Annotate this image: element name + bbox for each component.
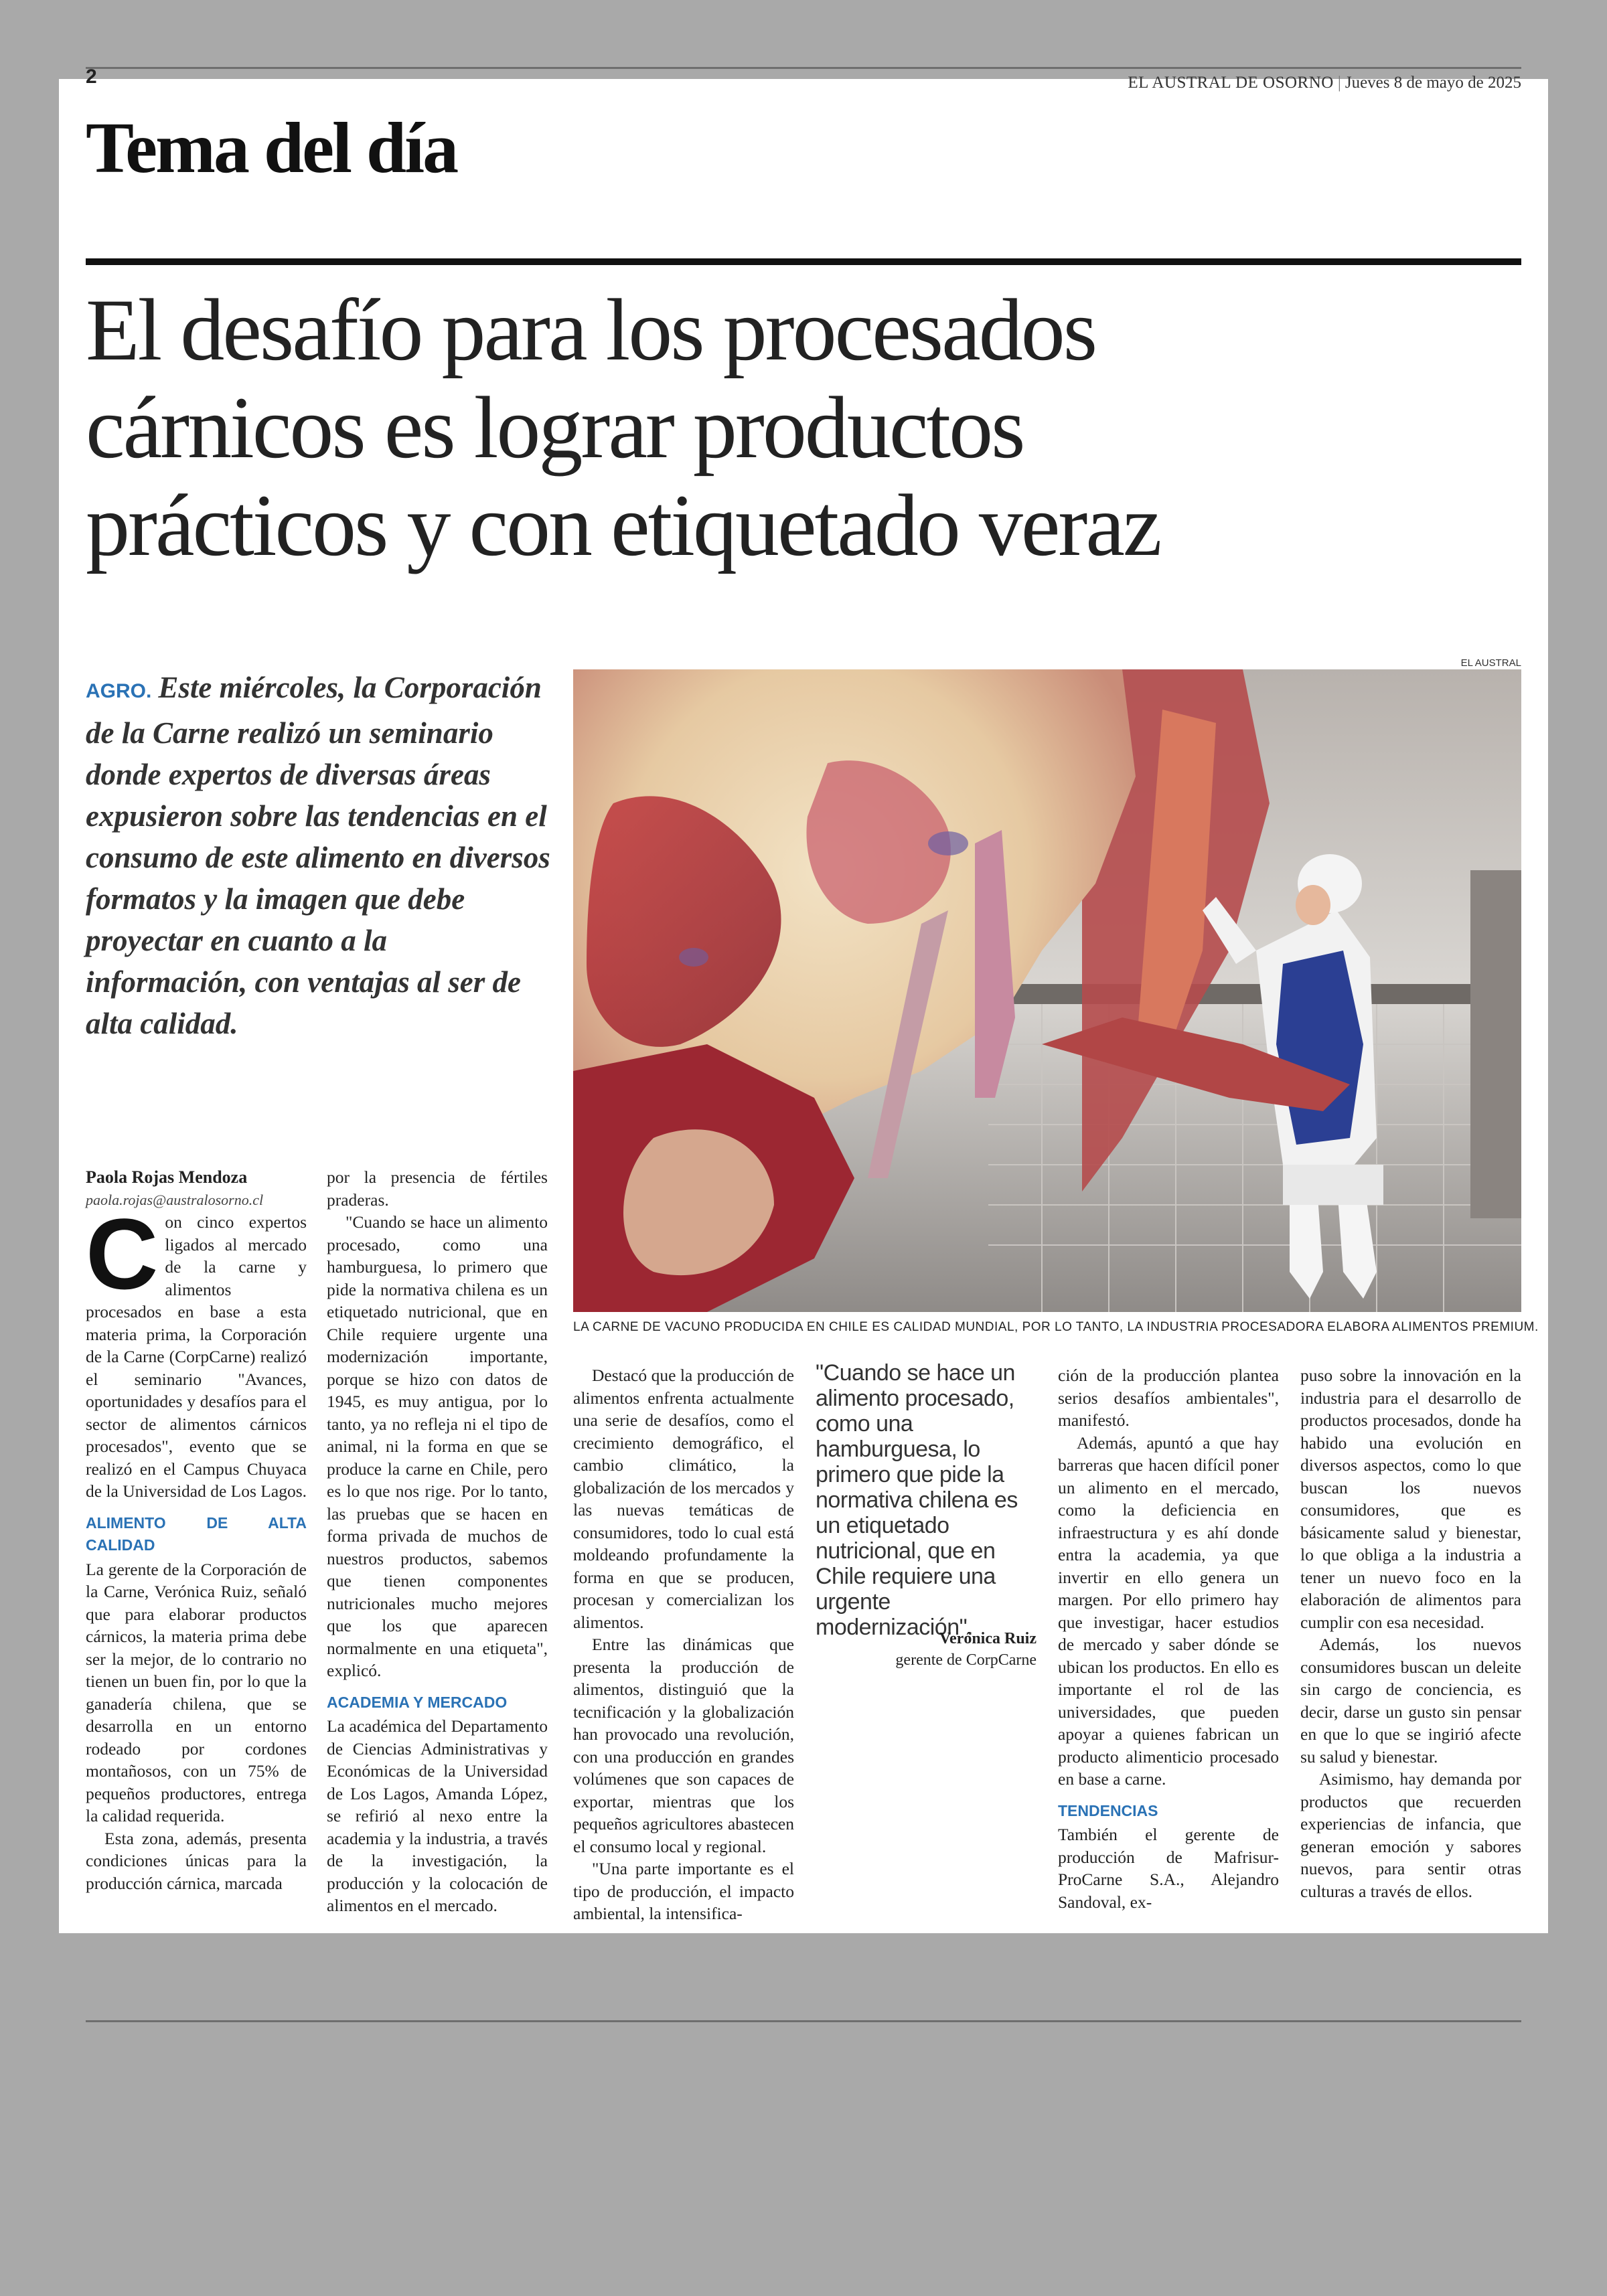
paragraph: Asimismo, hay demanda por productos que recuerden experiencias de infancia, que generan emoción y sabores nuevos, para sentir otras culturas a través de ellos. bbox=[1300, 1769, 1521, 1901]
subhead: TENDENCIAS bbox=[1058, 1801, 1158, 1819]
kicker-label: AGRO. bbox=[86, 680, 152, 702]
subhead: ALIMENTO DE ALTA CALIDAD bbox=[86, 1513, 307, 1554]
paragraph: ción de la producción plantea serios desafíos ambientales", manifestó. bbox=[1058, 1366, 1279, 1430]
masthead-separator: | bbox=[1337, 74, 1341, 92]
dropcap: C bbox=[86, 1198, 159, 1310]
issue-date: Jueves 8 de mayo de 2025 bbox=[1345, 74, 1521, 92]
paragraph: "Cuando se hace un alimento procesado, como una hamburguesa, lo primero que pide la normativa chilena es un etiquetado nutricional, que en Chile requiere urgente una modernización importante, porque se hizo con datos de 1945, es muy antigua, por lo tanto, ya no refleja ni el tipo de animal, ni la forma en que se produce la carne en Chile, pero es lo que nos rige. Por lo tanto, las pruebas que se hacen en forma privada de muchos de nuestros productos, sabemos que tienen componentes nutricionales mucho mejores que los que aparecen normalmente en una etiqueta", explicó. bbox=[327, 1212, 548, 1680]
bottom-divider bbox=[86, 2020, 1521, 2022]
lead-text: Este miércoles, la Corporación de la Carne realizó un seminario donde expertos de diversas áreas expusieron sobre las tendencias en el consumo de este alimento en diversos formatos y la imagen que debe proyectar en cuanto a la información, con ventajas al ser de alta calidad. bbox=[86, 671, 550, 1040]
section-rule bbox=[86, 258, 1521, 265]
paragraph: También el gerente de producción de Mafrisur-ProCarne S.A., Alejandro Sandoval, ex- bbox=[1058, 1825, 1279, 1912]
masthead bbox=[1128, 74, 1521, 92]
article-column-2 bbox=[327, 1166, 548, 1917]
paragraph: Además, apuntó a que hay barreras que hacen difícil poner un alimento en el mercado, como la deficiencia en infraestructura y es ahí donde entra la academia, ya que invertir en ello genera un margen. Por ello primero hay que investigar, hacer estudios de mercado y saber dónde se ubican los productos. En ello es importante el rol de las universidades, que pueden apoyar a quienes fabrican un producto alimenticio procesado en base a carne. bbox=[1058, 1432, 1279, 1789]
lead-paragraph bbox=[86, 667, 554, 1044]
paragraph: La académica del Departamento de Ciencias Administrativas y Económicas de la Universidad de Los Lagos, Amanda López, se refirió al nexo entre la academia y la industria, a través de la investigación, la producción y la colocación de alimentos en el mercado. bbox=[327, 1716, 548, 1915]
paragraph: Esta zona, además, presenta condiciones únicas para la producción cárnica, marcada bbox=[86, 1828, 307, 1893]
quote-author: Verónica Ruiz bbox=[939, 1630, 1037, 1647]
paragraph: "Una parte importante es el tipo de producción, el impacto ambiental, la intensifica- bbox=[573, 1859, 794, 1923]
intro-text: on cinco expertos ligados al mercado de la carne y alimentos procesados en base a esta materia prima, la Corporación de la Carne (CorpCarne) realizó el seminario "Avances, oportunidades y desafíos para el sector de alimentos cárnicos procesados", evento que se realizó en el Campus Chuyaca de la Universidad de Los Lagos. bbox=[86, 1212, 307, 1501]
paragraph: La gerente de la Corporación de la Carne, Verónica Ruiz, señaló que para elaborar productos cárnicos, la materia prima debe ser la mejor, de lo contrario no tienen un buen fin, por lo que la ganadería chilena, que se desarrolla en un entorno rodeado por cordones montañosos, con un 75% de pequeños productores, entrega la calidad requerida. bbox=[86, 1559, 307, 1825]
article-column-3 bbox=[573, 1364, 794, 1925]
subhead: ACADEMIA Y MERCADO bbox=[327, 1693, 508, 1711]
author-name: Paola Rojas Mendoza bbox=[86, 1167, 248, 1187]
headline-line: cárnicos es lograr productos bbox=[86, 378, 1024, 477]
page-number: 2 bbox=[86, 66, 97, 88]
top-divider bbox=[86, 67, 1521, 69]
article-column-1 bbox=[86, 1166, 307, 1894]
article-column-6 bbox=[1300, 1364, 1521, 1902]
paragraph: puso sobre la innovación en la industria para el desarrollo de productos procesados, donde ha habido una evolución en diversos aspectos, como lo que buscan los nuevos consumidores, que es básicamente salud y bienestar, lo que obliga a la industria a tener un nuevo foco en la elaboración de alimentos para cumplir con esa necesidad. bbox=[1300, 1366, 1521, 1632]
headline-line: El desafío para los procesados bbox=[86, 280, 1096, 379]
paragraph: por la presencia de fértiles praderas. bbox=[327, 1167, 548, 1210]
meat-processing-photo bbox=[573, 669, 1521, 1312]
author-email: paola.rojas@australosorno.cl bbox=[86, 1191, 264, 1208]
headline-line: prácticos y con etiquetado veraz bbox=[86, 476, 1160, 574]
section-title: Tema del día bbox=[86, 108, 457, 188]
photo-credit: EL AUSTRAL bbox=[1460, 657, 1521, 669]
pull-quote-attribution bbox=[816, 1628, 1037, 1671]
article-column-5 bbox=[1058, 1364, 1279, 1913]
pull-quote: "Cuando se hace un alimento procesado, como una hamburguesa, lo primero que pide la normativa chilena es un etiquetado nutricional, que en Chile requiere una urgente modernización". bbox=[816, 1360, 1018, 1640]
headline bbox=[86, 281, 1521, 574]
photo-caption: LA CARNE DE VACUNO PRODUCIDA EN CHILE ES CALIDAD MUNDIAL, POR LO TANTO, LA INDUSTRIA PROCESADORA ELABORA ALIMENTOS PREMIUM. bbox=[573, 1320, 1539, 1334]
paragraph: Entre las dinámicas que presenta la producción de alimentos, distinguió que la tecnificación y la globalización han provocado una revolución, con una producción en grandes volúmenes que son capaces de exportar, mientras que los pequeños agricultores abastecen el consumo local y regional. bbox=[573, 1635, 794, 1856]
paragraph: Destacó que la producción de alimentos enfrenta actualmente una serie de desafíos, como el crecimiento demográfico, el cambio climático, la globalización de los mercados y las nuevas temáticas de consumidores, todo lo cual está moldeando profundamente la forma en que se producen, procesan y comercializan los alimentos. bbox=[573, 1366, 794, 1632]
quote-author-role: gerente de CorpCarne bbox=[895, 1651, 1037, 1669]
publication-name: EL AUSTRAL DE OSORNO bbox=[1128, 74, 1334, 92]
paragraph: Además, los nuevos consumidores buscan un deleite sin cargo de conciencia, es decir, darse un gusto sin pensar en que lo que se ingirió afecte su salud y bienestar. bbox=[1300, 1635, 1521, 1767]
